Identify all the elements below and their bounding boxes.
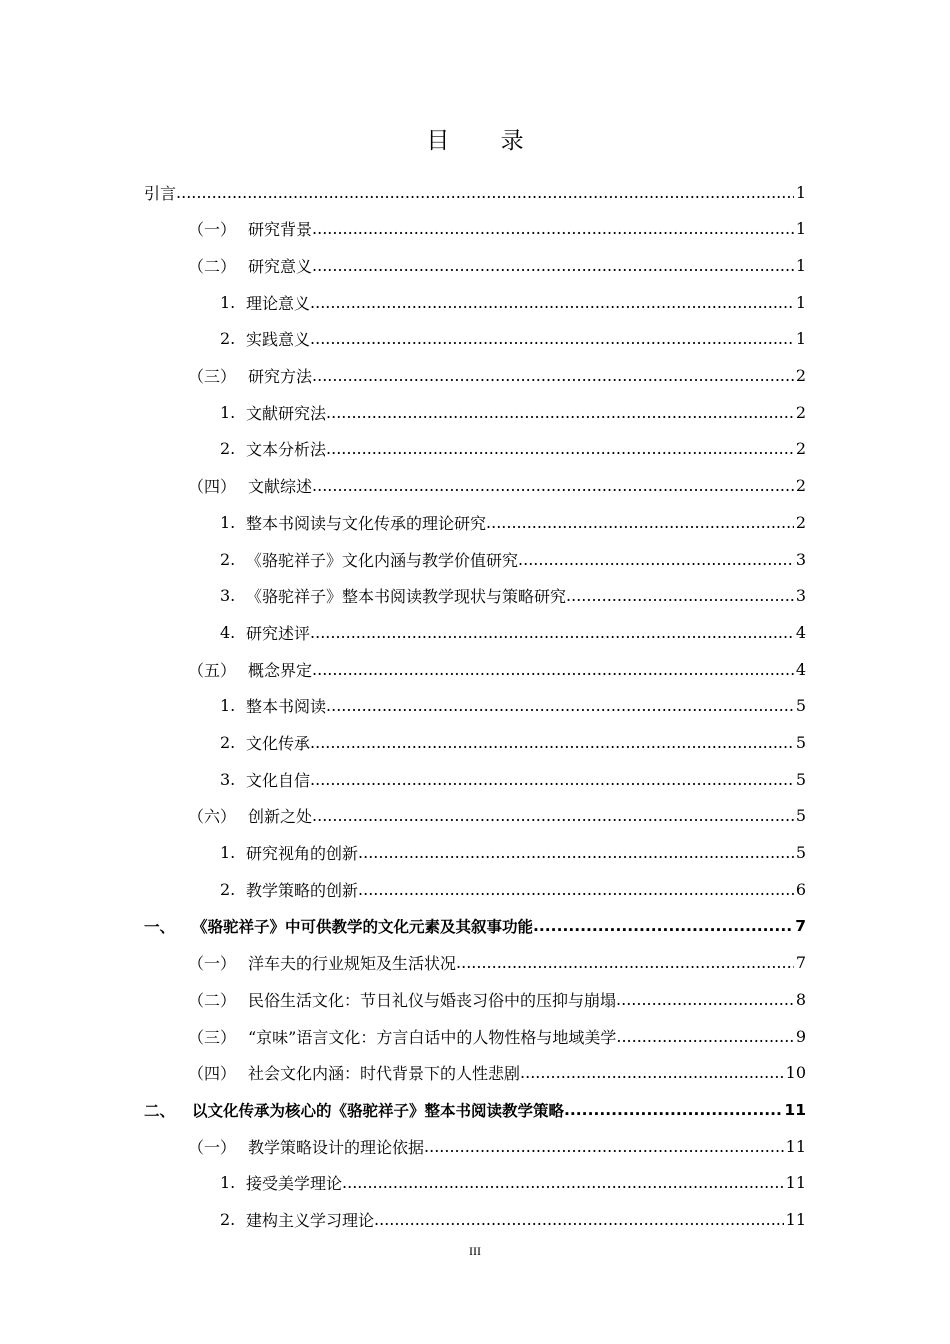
toc-row — [0, 981, 950, 1017]
toc-entry[interactable] — [188, 1128, 806, 1164]
dot-leader — [310, 293, 794, 312]
toc-row — [0, 908, 950, 944]
dot-leader — [616, 1027, 793, 1046]
toc-entry-title: 文本分析法 — [246, 440, 327, 460]
toc-entry[interactable] — [220, 688, 806, 724]
dot-leader — [424, 1137, 784, 1156]
dot-leader — [564, 1101, 782, 1119]
dot-leader — [358, 843, 794, 862]
toc-entry-title: 接受美学理论 — [246, 1174, 343, 1194]
toc-entry-title: 研究视角的创新 — [246, 844, 359, 864]
toc-entry-number: （一） — [188, 220, 237, 240]
toc-entry-number: （一） — [188, 954, 237, 974]
toc-entry[interactable] — [220, 321, 806, 357]
toc-entry-number: 2. — [220, 1210, 236, 1230]
toc-entry-number: （五） — [188, 660, 237, 680]
toc-entry[interactable] — [220, 504, 806, 540]
toc-entry-page-number: 11 — [785, 1173, 806, 1193]
toc-entry[interactable] — [188, 981, 806, 1017]
toc-row — [0, 211, 950, 247]
toc-entry-number: 3. — [220, 586, 236, 606]
toc-entry-number: 2. — [220, 549, 236, 569]
toc-entry-page-number: 1 — [795, 255, 806, 275]
toc-entry-title: 文化自信 — [246, 770, 311, 790]
toc-entry-page-number: 2 — [795, 439, 806, 459]
dot-leader — [374, 1210, 784, 1229]
toc-entry-number: （六） — [188, 807, 237, 827]
toc-entry-title: 理论意义 — [246, 293, 311, 313]
toc-entry[interactable] — [220, 394, 806, 430]
toc-entry-page-number: 5 — [795, 806, 806, 826]
toc-row — [0, 321, 950, 357]
toc-entry[interactable] — [188, 1018, 806, 1054]
toc-entry-title: 《骆驼祥子》整本书阅读教学现状与策略研究 — [246, 587, 567, 607]
toc-entry[interactable] — [144, 174, 806, 210]
toc-entry-title: 建构主义学习理论 — [246, 1211, 375, 1231]
toc-entry-number: （一） — [188, 1137, 237, 1157]
page-footer-number: III — [469, 1244, 481, 1258]
toc-entry-number: （四） — [188, 1064, 237, 1084]
toc-entry[interactable] — [188, 1055, 806, 1091]
toc-row — [0, 174, 950, 210]
toc-row — [0, 1165, 950, 1201]
toc-entry[interactable] — [220, 578, 806, 614]
toc-row — [0, 725, 950, 761]
toc-row — [0, 688, 950, 724]
toc-entry-page-number: 5 — [795, 843, 806, 863]
dot-leader — [533, 917, 793, 935]
toc-entry-title: 民俗生活文化：节日礼仪与婚丧习俗中的压抑与崩塌 — [248, 990, 617, 1010]
toc-entry[interactable] — [220, 725, 806, 761]
toc-entry-page-number: 1 — [795, 182, 806, 202]
dot-leader — [310, 329, 794, 348]
toc-entry-title: 教学策略设计的理论依据 — [248, 1137, 425, 1157]
toc-entry-title: 《骆驼祥子》文化内涵与教学价值研究 — [246, 550, 519, 570]
toc-entry[interactable] — [220, 284, 806, 320]
toc-entry-number: 2. — [220, 879, 236, 899]
toc-entry-page-number: 2 — [795, 512, 806, 532]
toc-entry-number: 1. — [220, 696, 236, 716]
toc-entry-title: 以文化传承为核心的《骆驼祥子》整本书阅读教学策略 — [192, 1101, 565, 1120]
toc-entry-number: 2. — [220, 329, 236, 349]
toc-entry-title: 概念界定 — [248, 660, 313, 680]
toc-row — [0, 504, 950, 540]
toc-entry-page-number: 3 — [795, 549, 806, 569]
toc-row — [0, 761, 950, 797]
dot-leader — [486, 513, 794, 532]
toc-entry-page-number: 10 — [785, 1063, 806, 1083]
toc-entry[interactable] — [188, 798, 806, 834]
toc-entry-page-number: 4 — [795, 659, 806, 679]
toc-entry-page-number: 6 — [795, 879, 806, 899]
dot-leader — [616, 990, 794, 1009]
toc-entry[interactable] — [188, 468, 806, 504]
toc-entry-title: 整本书阅读与文化传承的理论研究 — [246, 513, 487, 533]
toc-row — [0, 394, 950, 430]
toc-entry-page-number: 11 — [785, 1136, 806, 1156]
dot-leader — [310, 623, 794, 642]
toc-row — [0, 614, 950, 650]
toc-entry-number: （二） — [188, 256, 237, 276]
toc-row — [0, 798, 950, 834]
toc-row — [0, 871, 950, 907]
page-title: 目 录 — [426, 128, 546, 154]
toc-row — [0, 468, 950, 504]
toc-row — [0, 1055, 950, 1091]
toc-row — [0, 541, 950, 577]
toc-entry[interactable] — [220, 1165, 806, 1201]
toc-entry-number: 一、 — [144, 918, 176, 936]
toc-entry-number: 1. — [220, 512, 236, 532]
dot-leader — [326, 696, 794, 715]
toc-row — [0, 431, 950, 467]
toc-entry[interactable] — [220, 431, 806, 467]
toc-entry-title: 引言 — [144, 183, 177, 203]
toc-entry-page-number: 7 — [795, 953, 806, 973]
dot-leader — [326, 403, 794, 422]
toc-entry-title: 社会文化内涵：时代背景下的人性悲剧 — [248, 1064, 521, 1084]
toc-entry[interactable] — [220, 541, 806, 577]
toc-row — [0, 358, 950, 394]
dot-leader — [310, 770, 794, 789]
dot-leader — [566, 586, 794, 605]
toc-row — [0, 1018, 950, 1054]
toc-entry[interactable] — [144, 1092, 806, 1128]
toc-entry-page-number: 5 — [795, 696, 806, 716]
toc-entry-number: 二、 — [144, 1101, 176, 1120]
toc-entry-page-number: 11 — [785, 1210, 806, 1230]
dot-leader — [312, 366, 794, 385]
toc-entry-number: 2. — [220, 733, 236, 752]
toc-entry-page-number: 5 — [795, 733, 806, 752]
toc-entry-page-number: 8 — [795, 989, 806, 1009]
toc-entry-number: 2. — [220, 439, 236, 459]
toc-entry[interactable] — [188, 211, 806, 247]
toc-entry-title: “京味”语言文化：方言白话中的人物性格与地域美学 — [248, 1027, 617, 1047]
toc-entry-page-number: 7 — [795, 917, 806, 935]
dot-leader — [312, 806, 794, 825]
toc-entry-number: 1. — [220, 843, 236, 863]
dot-leader — [456, 953, 794, 972]
toc-entry-number: 1. — [220, 1173, 236, 1193]
toc-entry-title: 研究背景 — [248, 220, 313, 240]
toc-entry[interactable] — [188, 358, 806, 394]
toc-entry[interactable] — [220, 835, 806, 871]
toc-entry[interactable] — [220, 1202, 806, 1238]
toc-entry-number: 4. — [220, 622, 236, 642]
toc-entry[interactable] — [220, 761, 806, 797]
toc-entry-page-number: 3 — [795, 586, 806, 606]
toc-row — [0, 284, 950, 320]
toc-entry-number: （三） — [188, 1027, 237, 1047]
toc-entry-title: 研究意义 — [248, 256, 313, 276]
toc-entry-title: 《骆驼祥子》中可供教学的文化元素及其叙事功能 — [192, 918, 534, 936]
toc-entry-page-number: 1 — [795, 219, 806, 239]
dot-leader — [312, 256, 794, 275]
toc-row — [0, 651, 950, 687]
toc-row — [0, 835, 950, 871]
dot-leader — [326, 439, 794, 458]
toc-entry[interactable] — [188, 651, 806, 687]
toc-entry-page-number: 4 — [795, 622, 806, 642]
toc-row — [0, 578, 950, 614]
toc-entry-number: （三） — [188, 367, 237, 386]
toc-entry-page-number: 9 — [795, 1026, 806, 1046]
toc-entry-page-number: 5 — [795, 769, 806, 789]
toc-entry-title: 研究方法 — [248, 367, 313, 386]
dot-leader — [310, 733, 794, 752]
toc-entry[interactable] — [220, 871, 806, 907]
toc-entry-page-number: 2 — [795, 366, 806, 385]
dot-leader — [520, 1063, 784, 1082]
toc-entry-title: 整本书阅读 — [246, 697, 327, 717]
toc-entry-page-number: 11 — [784, 1100, 806, 1119]
toc-entry[interactable] — [220, 614, 806, 650]
toc-entry-page-number: 1 — [795, 329, 806, 349]
toc-row — [0, 945, 950, 981]
toc-row — [0, 1202, 950, 1238]
dot-leader — [518, 550, 794, 569]
toc-entry[interactable] — [188, 247, 806, 283]
toc-entry-title: 文献综述 — [248, 477, 313, 497]
toc-entry-title: 研究述评 — [246, 623, 311, 643]
dot-leader — [342, 1173, 784, 1192]
dot-leader — [358, 880, 794, 899]
toc-entry-title: 文化传承 — [246, 734, 311, 753]
toc-entry-title: 洋车夫的行业规矩及生活状况 — [248, 954, 457, 974]
toc-row — [0, 1092, 950, 1128]
toc-entry[interactable] — [188, 945, 806, 981]
toc-entry[interactable] — [144, 908, 806, 944]
toc-entry-number: 1. — [220, 402, 236, 422]
toc-entry-page-number: 2 — [795, 402, 806, 422]
toc-row — [0, 1128, 950, 1164]
toc-entry-number: 3. — [220, 769, 236, 789]
toc-entry-number: （二） — [188, 990, 237, 1010]
dot-leader — [312, 219, 794, 238]
dot-leader — [176, 183, 794, 202]
toc-entry-number: 1. — [220, 292, 236, 312]
toc-entry-title: 创新之处 — [248, 807, 313, 827]
toc-entry-page-number: 1 — [795, 292, 806, 312]
dot-leader — [312, 476, 794, 495]
toc-entry-number: （四） — [188, 477, 237, 497]
toc-entry-title: 文献研究法 — [246, 403, 327, 423]
toc-entry-page-number: 2 — [795, 476, 806, 496]
dot-leader — [312, 660, 794, 679]
toc-entry-title: 实践意义 — [246, 330, 311, 350]
toc-row — [0, 247, 950, 283]
toc-entry-title: 教学策略的创新 — [246, 880, 359, 900]
